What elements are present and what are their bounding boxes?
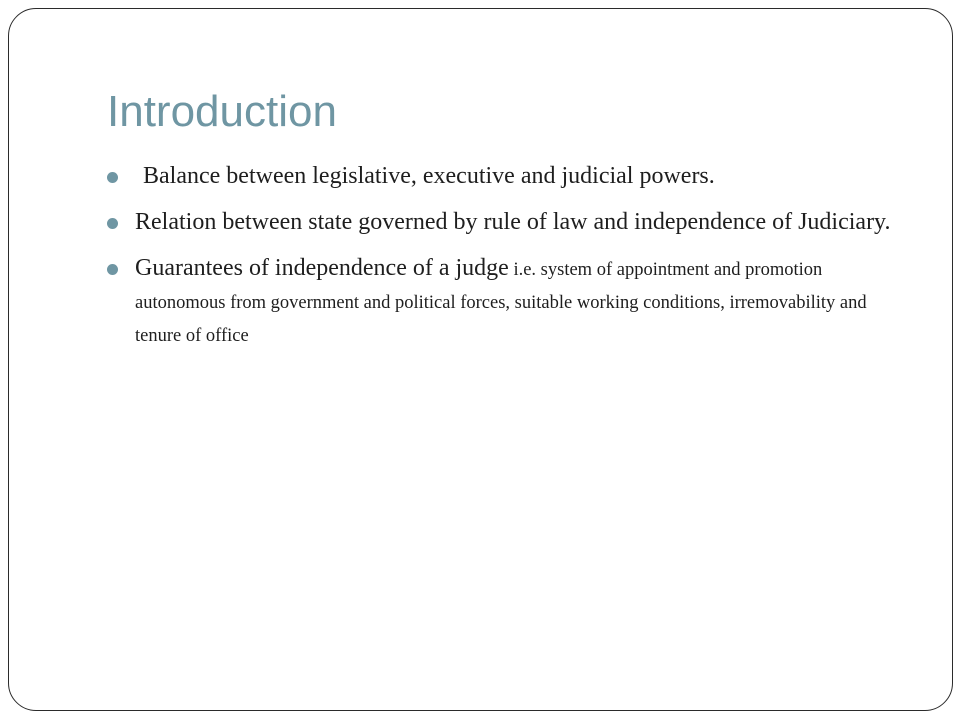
bullet-text: Balance between legislative, executive and judicial powers.	[143, 163, 715, 189]
bullet-dot-icon	[107, 264, 118, 275]
bullet-item-balance-of-powers	[106, 160, 896, 192]
bullet-dot-icon	[107, 218, 118, 229]
bullet-detail-text: i.e. system of appointment and promotion autonomous from government and political forces, suitable working conditions, irremovability and tenure of office	[135, 260, 867, 346]
bullet-text: Relation between state governed by rule of law and independence of Judiciary.	[135, 209, 891, 235]
bullet-text-block	[135, 252, 896, 353]
bullet-item-rule-of-law	[106, 206, 896, 238]
bullet-lead-text: Guarantees of independence of a judge	[135, 255, 509, 281]
bullet-dot-icon	[107, 172, 118, 183]
slide-title: Introduction	[107, 87, 337, 136]
bullet-list	[106, 160, 896, 367]
bullet-item-guarantees	[106, 252, 896, 353]
